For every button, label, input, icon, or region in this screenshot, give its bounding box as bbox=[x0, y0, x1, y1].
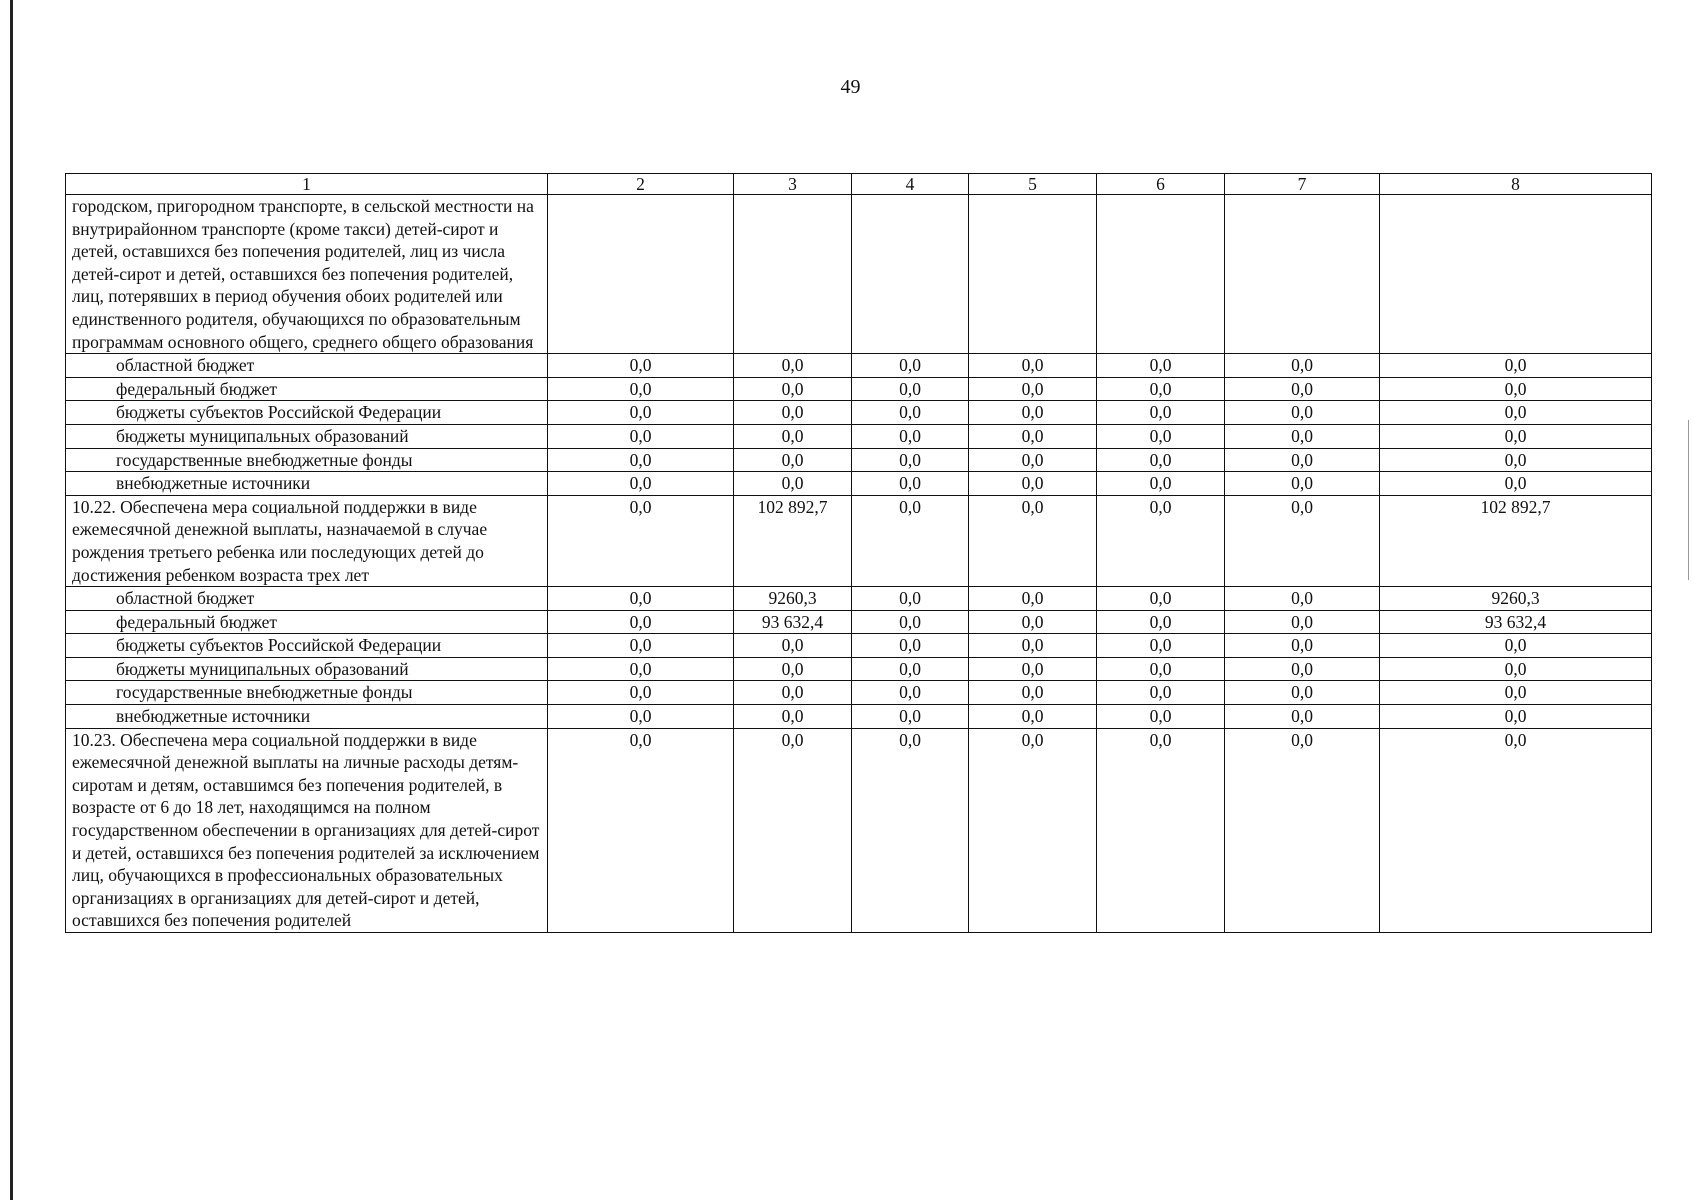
value-cell: 0,0 bbox=[1225, 401, 1380, 425]
funding-source-label: бюджеты субъектов Российской Федерации bbox=[66, 401, 548, 425]
value-cell bbox=[548, 195, 734, 354]
value-cell: 0,0 bbox=[1097, 401, 1225, 425]
value-cell: 0,0 bbox=[969, 681, 1097, 705]
value-cell: 0,0 bbox=[969, 657, 1097, 681]
value-cell: 93 632,4 bbox=[734, 610, 852, 634]
value-cell: 0,0 bbox=[734, 472, 852, 496]
value-cell: 0,0 bbox=[852, 377, 969, 401]
value-cell: 0,0 bbox=[969, 354, 1097, 378]
value-cell: 0,0 bbox=[852, 728, 969, 932]
value-cell: 0,0 bbox=[1225, 728, 1380, 932]
value-cell: 0,0 bbox=[548, 448, 734, 472]
value-cell: 0,0 bbox=[548, 705, 734, 729]
value-cell: 0,0 bbox=[852, 610, 969, 634]
funding-source-label: бюджеты муниципальных образований bbox=[66, 424, 548, 448]
funding-source-label: федеральный бюджет bbox=[66, 377, 548, 401]
value-cell: 0,0 bbox=[969, 634, 1097, 658]
value-cell: 0,0 bbox=[1225, 448, 1380, 472]
value-cell: 0,0 bbox=[969, 610, 1097, 634]
value-cell: 0,0 bbox=[969, 728, 1097, 932]
value-cell: 0,0 bbox=[548, 587, 734, 611]
measure-description: 10.22. Обеспечена мера социальной поддержки в виде ежемесячной денежной выплаты, назначаемой в случае рождения третьего ребенка или последующих детей до достижения ребенком возраста трех лет bbox=[66, 495, 548, 586]
value-cell: 0,0 bbox=[1225, 587, 1380, 611]
value-cell: 0,0 bbox=[1097, 634, 1225, 658]
measure-description: 10.23. Обеспечена мера социальной поддержки в виде ежемесячной денежной выплаты на личные расходы детям-сиротам и детям, оставшимся без попечения родителей, в возрасте от 6 до 18 лет, находящимся на полном государственном обеспечении в организациях для детей-сирот и детей, оставшихся без попечения родителей за исключением лиц, обучающихся в профессиональных образовательных организациях в организациях для детей-сирот и детей, оставшихся без попечения родителей bbox=[66, 728, 548, 932]
value-cell: 0,0 bbox=[1225, 610, 1380, 634]
funding-source-label: бюджеты субъектов Российской Федерации bbox=[66, 634, 548, 658]
value-cell: 0,0 bbox=[1097, 377, 1225, 401]
column-number-header: 1 bbox=[66, 174, 548, 195]
value-cell: 0,0 bbox=[548, 634, 734, 658]
scan-right-mark bbox=[1688, 420, 1689, 580]
funding-source-label: областной бюджет bbox=[66, 354, 548, 378]
value-cell: 0,0 bbox=[1380, 705, 1652, 729]
value-cell: 102 892,7 bbox=[734, 495, 852, 586]
value-cell: 0,0 bbox=[969, 587, 1097, 611]
value-cell: 0,0 bbox=[734, 401, 852, 425]
value-cell: 0,0 bbox=[969, 448, 1097, 472]
value-cell: 0,0 bbox=[1380, 354, 1652, 378]
funding-source-label: государственные внебюджетные фонды bbox=[66, 681, 548, 705]
value-cell: 0,0 bbox=[852, 681, 969, 705]
table-row-funding-source bbox=[66, 377, 1652, 401]
value-cell: 0,0 bbox=[1097, 610, 1225, 634]
value-cell: 0,0 bbox=[1097, 472, 1225, 496]
funding-source-label: внебюджетные источники bbox=[66, 705, 548, 729]
measure-description: городском, пригородном транспорте, в сельской местности на внутрирайонном транспорте (кроме такси) детей-сирот и детей, оставшихся без попечения родителей, лиц из числа детей-сирот и детей, оставшихся без попечения родителей, лиц, потерявших в период обучения обоих родителей или единственного родителя, обучающихся по образовательным программам основного общего, среднего общего образования bbox=[66, 195, 548, 354]
value-cell: 0,0 bbox=[1097, 448, 1225, 472]
funding-source-label: бюджеты муниципальных образований bbox=[66, 657, 548, 681]
value-cell: 0,0 bbox=[852, 472, 969, 496]
value-cell: 0,0 bbox=[852, 634, 969, 658]
value-cell: 0,0 bbox=[1380, 424, 1652, 448]
budget-table bbox=[65, 173, 1652, 933]
value-cell: 0,0 bbox=[1225, 495, 1380, 586]
page-number: 49 bbox=[840, 76, 861, 98]
value-cell: 0,0 bbox=[1225, 657, 1380, 681]
value-cell bbox=[1097, 195, 1225, 354]
value-cell: 0,0 bbox=[852, 424, 969, 448]
table-row-funding-source bbox=[66, 610, 1652, 634]
value-cell: 0,0 bbox=[548, 681, 734, 705]
value-cell: 0,0 bbox=[852, 401, 969, 425]
value-cell: 0,0 bbox=[548, 401, 734, 425]
table-row-funding-source bbox=[66, 401, 1652, 425]
value-cell: 0,0 bbox=[734, 354, 852, 378]
value-cell: 0,0 bbox=[852, 657, 969, 681]
value-cell: 0,0 bbox=[734, 634, 852, 658]
value-cell: 0,0 bbox=[1380, 634, 1652, 658]
value-cell: 0,0 bbox=[969, 495, 1097, 586]
table-row-measure bbox=[66, 495, 1652, 586]
value-cell bbox=[734, 195, 852, 354]
value-cell: 0,0 bbox=[1097, 424, 1225, 448]
value-cell: 0,0 bbox=[548, 495, 734, 586]
column-number-header: 5 bbox=[969, 174, 1097, 195]
value-cell: 0,0 bbox=[969, 472, 1097, 496]
funding-source-label: областной бюджет bbox=[66, 587, 548, 611]
value-cell: 0,0 bbox=[969, 424, 1097, 448]
value-cell: 0,0 bbox=[1380, 657, 1652, 681]
value-cell: 0,0 bbox=[1225, 634, 1380, 658]
value-cell: 0,0 bbox=[1380, 681, 1652, 705]
table-row-funding-source bbox=[66, 634, 1652, 658]
value-cell: 0,0 bbox=[1225, 354, 1380, 378]
value-cell: 0,0 bbox=[852, 705, 969, 729]
value-cell: 0,0 bbox=[1225, 705, 1380, 729]
value-cell: 0,0 bbox=[969, 401, 1097, 425]
table-row-measure bbox=[66, 728, 1652, 932]
value-cell: 0,0 bbox=[548, 472, 734, 496]
value-cell: 0,0 bbox=[852, 495, 969, 586]
table-row-funding-source bbox=[66, 681, 1652, 705]
value-cell: 0,0 bbox=[548, 424, 734, 448]
value-cell: 0,0 bbox=[852, 448, 969, 472]
value-cell: 0,0 bbox=[1380, 728, 1652, 932]
value-cell: 0,0 bbox=[548, 728, 734, 932]
value-cell: 0,0 bbox=[852, 587, 969, 611]
table-row-funding-source bbox=[66, 657, 1652, 681]
value-cell: 0,0 bbox=[548, 377, 734, 401]
table-row-funding-source bbox=[66, 424, 1652, 448]
value-cell: 93 632,4 bbox=[1380, 610, 1652, 634]
value-cell: 0,0 bbox=[969, 377, 1097, 401]
value-cell bbox=[1380, 195, 1652, 354]
value-cell: 0,0 bbox=[548, 610, 734, 634]
column-number-header-row bbox=[66, 174, 1652, 195]
scan-left-edge bbox=[10, 0, 13, 1200]
value-cell: 0,0 bbox=[969, 705, 1097, 729]
value-cell: 0,0 bbox=[1380, 377, 1652, 401]
column-number-header: 7 bbox=[1225, 174, 1380, 195]
column-number-header: 3 bbox=[734, 174, 852, 195]
value-cell: 0,0 bbox=[734, 448, 852, 472]
value-cell: 0,0 bbox=[734, 377, 852, 401]
value-cell: 0,0 bbox=[1097, 587, 1225, 611]
value-cell bbox=[969, 195, 1097, 354]
column-number-header: 8 bbox=[1380, 174, 1652, 195]
value-cell: 0,0 bbox=[1097, 681, 1225, 705]
value-cell bbox=[1225, 195, 1380, 354]
value-cell: 0,0 bbox=[1097, 705, 1225, 729]
value-cell: 0,0 bbox=[734, 705, 852, 729]
value-cell: 0,0 bbox=[1225, 377, 1380, 401]
value-cell: 9260,3 bbox=[734, 587, 852, 611]
value-cell: 0,0 bbox=[734, 424, 852, 448]
funding-source-label: внебюджетные источники bbox=[66, 472, 548, 496]
column-number-header: 2 bbox=[548, 174, 734, 195]
value-cell: 0,0 bbox=[1225, 681, 1380, 705]
funding-source-label: федеральный бюджет bbox=[66, 610, 548, 634]
value-cell bbox=[852, 195, 969, 354]
value-cell: 0,0 bbox=[852, 354, 969, 378]
value-cell: 0,0 bbox=[1225, 472, 1380, 496]
value-cell: 0,0 bbox=[1380, 472, 1652, 496]
funding-source-label: государственные внебюджетные фонды bbox=[66, 448, 548, 472]
table-row-measure bbox=[66, 195, 1652, 354]
value-cell: 0,0 bbox=[1097, 728, 1225, 932]
table-row-funding-source bbox=[66, 705, 1652, 729]
column-number-header: 4 bbox=[852, 174, 969, 195]
value-cell: 0,0 bbox=[1380, 448, 1652, 472]
value-cell: 0,0 bbox=[1380, 401, 1652, 425]
value-cell: 0,0 bbox=[734, 657, 852, 681]
table-row-funding-source bbox=[66, 587, 1652, 611]
value-cell: 0,0 bbox=[734, 728, 852, 932]
table-row-funding-source bbox=[66, 448, 1652, 472]
value-cell: 0,0 bbox=[1097, 354, 1225, 378]
value-cell: 0,0 bbox=[734, 681, 852, 705]
value-cell: 0,0 bbox=[548, 657, 734, 681]
value-cell: 0,0 bbox=[548, 354, 734, 378]
table-row-funding-source bbox=[66, 472, 1652, 496]
value-cell: 9260,3 bbox=[1380, 587, 1652, 611]
value-cell: 0,0 bbox=[1097, 657, 1225, 681]
value-cell: 0,0 bbox=[1097, 495, 1225, 586]
table-row-funding-source bbox=[66, 354, 1652, 378]
value-cell: 0,0 bbox=[1225, 424, 1380, 448]
column-number-header: 6 bbox=[1097, 174, 1225, 195]
value-cell: 102 892,7 bbox=[1380, 495, 1652, 586]
